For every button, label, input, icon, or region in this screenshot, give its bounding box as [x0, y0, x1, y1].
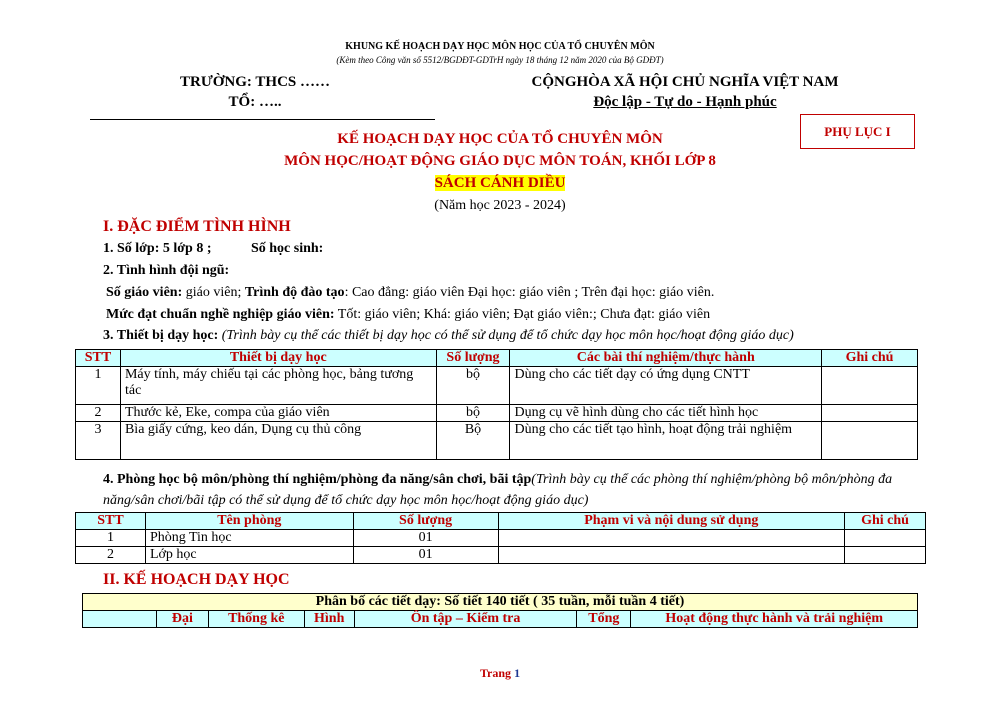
group-name: TỔ: ….. — [228, 94, 282, 110]
col-quantity: Số lượng — [353, 513, 498, 530]
section-1-heading: I. ĐẶC ĐIỂM TÌNH HÌNH — [103, 218, 291, 235]
page-number: 1 — [514, 666, 521, 680]
table-cell: Phòng Tin học — [145, 530, 353, 547]
standard-label: Mức đạt chuẩn nghề nghiệp giáo viên: — [106, 307, 335, 322]
republic-name: CỘNGHÒA XÃ HỘI CHỦ NGHĨA VIỆT NAM — [531, 74, 839, 90]
equipment-table — [75, 349, 918, 460]
table-cell: 2 — [76, 547, 146, 564]
teacher-count-label: Số giáo viên: — [106, 285, 183, 300]
table-cell: bộ — [436, 405, 510, 422]
header-divider — [90, 119, 435, 120]
school-year: (Năm học 2023 - 2024) — [434, 198, 566, 213]
equipment-label: 3. Thiết bị dạy học: — [103, 328, 219, 343]
col-algebra: Đại — [156, 611, 208, 628]
table-cell: Dùng cho các tiết tạo hình, hoạt động trải nghiệm — [510, 422, 822, 460]
table-cell: Dụng cụ vẽ hình dùng cho các tiết hình học — [510, 405, 822, 422]
col-statistics: Thống kê — [208, 611, 304, 628]
equipment-header-row — [76, 350, 918, 367]
plan-caption-row — [83, 594, 918, 611]
table-cell: Lớp học — [145, 547, 353, 564]
training-text: : Cao đẳng: giáo viên Đại học: giáo viên ; Trên đại học: giáo viên. — [344, 285, 715, 300]
col-room-name: Tên phòng — [145, 513, 353, 530]
student-count-label: Số học sinh: — [250, 241, 324, 256]
plan-table — [82, 593, 918, 628]
col-practice: Hoạt động thực hành và trải nghiệm — [631, 611, 918, 628]
equipment-note: (Trình bày cụ thể các thiết bị dạy học có thể sử dụng để tổ chức dạy học môn học/hoạt động giáo dục) — [218, 328, 794, 343]
rooms-table — [75, 512, 926, 564]
standard-line — [106, 307, 710, 323]
class-count-line — [103, 241, 323, 257]
table-row — [76, 367, 918, 405]
rooms-paragraph — [103, 469, 938, 511]
standard-text: Tốt: giáo viên; Khá: giáo viên; Đạt giáo viên:; Chưa đạt: giáo viên — [334, 307, 711, 322]
staff-heading: 2. Tình hình đội ngũ: — [103, 263, 230, 278]
table-cell — [498, 547, 845, 564]
rooms-label: 4. Phòng học bộ môn/phòng thí nghiệm/phòng đa năng/sân chơi, bãi tập — [103, 472, 532, 487]
table-row — [76, 405, 918, 422]
teacher-count-text: giáo viên; — [182, 285, 245, 300]
table-cell: Máy tính, máy chiếu tại các phòng học, bảng tương tác — [120, 367, 436, 405]
appendix-label: PHỤ LỤC I — [824, 123, 891, 139]
framework-title: KHUNG KẾ HOẠCH DẠY HỌC MÔN HỌC CỦA TỔ CHUYÊN MÔN — [345, 41, 655, 52]
col-equipment: Thiết bị dạy học — [120, 350, 436, 367]
rooms-header-row — [76, 513, 926, 530]
plan-header-row — [83, 611, 918, 628]
col-notes: Ghi chú — [822, 350, 918, 367]
col-total: Tổng — [577, 611, 631, 628]
section-2-heading: II. KẾ HOẠCH DẠY HỌC — [103, 571, 290, 588]
table-cell: 1 — [76, 367, 121, 405]
table-cell: Bìa giấy cứng, keo dán, Dụng cụ thủ công — [120, 422, 436, 460]
rooms-note: (Trình bày cụ thể các phòng thí nghiệm/phòng bộ môn/phòng đa năng/sân chơi/bãi tập có thể sử dụng để tổ chức dạy học môn học/hoạt động giáo dục) — [103, 472, 893, 508]
table-cell — [822, 405, 918, 422]
table-cell: Thước kẻ, Eke, compa của giáo viên — [120, 405, 436, 422]
plan-subject: MÔN HỌC/HOẠT ĐỘNG GIÁO DỤC MÔN TOÁN, KHỐI LỚP 8 — [284, 153, 716, 169]
col-scope: Phạm vi và nội dung sử dụng — [498, 513, 845, 530]
col-stt: STT — [76, 350, 121, 367]
class-count-value: 5 lớp 8 ; — [159, 241, 212, 256]
plan-book — [0, 175, 1000, 192]
plan-title: KẾ HOẠCH DẠY HỌC CỦA TỔ CHUYÊN MÔN — [337, 131, 663, 147]
class-count-label: 1. Số lớp: — [103, 241, 160, 256]
page-footer — [0, 666, 1000, 681]
table-cell: 3 — [76, 422, 121, 460]
table-cell — [822, 422, 918, 460]
school-name: TRƯỜNG: THCS …… — [179, 74, 330, 90]
col-blank — [83, 611, 157, 628]
col-review-test: Ôn tập – Kiểm tra — [354, 611, 577, 628]
table-row — [76, 547, 926, 564]
col-geometry: Hình — [304, 611, 354, 628]
table-cell: 01 — [353, 530, 498, 547]
national-motto: Độc lập - Tự do - Hạnh phúc — [593, 94, 777, 110]
col-notes: Ghi chú — [845, 513, 926, 530]
plan-caption: Phân bố các tiết dạy: Số tiết 140 tiết ( 35 tuần, mỗi tuần 4 tiết) — [83, 594, 918, 611]
table-cell — [498, 530, 845, 547]
col-experiments: Các bài thí nghiệm/thực hành — [510, 350, 822, 367]
book-name: SÁCH CÁNH DIỀU — [434, 175, 566, 191]
table-cell: Bộ — [436, 422, 510, 460]
table-cell: bộ — [436, 367, 510, 405]
table-cell: 01 — [353, 547, 498, 564]
col-stt: STT — [76, 513, 146, 530]
teacher-line — [106, 285, 714, 301]
table-cell: 2 — [76, 405, 121, 422]
equipment-line — [103, 328, 794, 344]
col-quantity: Số lượng — [436, 350, 510, 367]
table-row — [76, 422, 918, 460]
table-row — [76, 530, 926, 547]
table-cell — [845, 547, 926, 564]
table-cell: 1 — [76, 530, 146, 547]
framework-subtitle: (Kèm theo Công văn số 5512/BGDĐT-GDTrH ngày 18 tháng 12 năm 2020 của Bộ GDĐT) — [336, 55, 664, 65]
table-cell — [845, 530, 926, 547]
page-label: Trang — [479, 666, 512, 680]
table-cell — [822, 367, 918, 405]
training-label: Trình độ đào tạo — [244, 285, 345, 300]
table-cell: Dùng cho các tiết dạy có ứng dụng CNTT — [510, 367, 822, 405]
